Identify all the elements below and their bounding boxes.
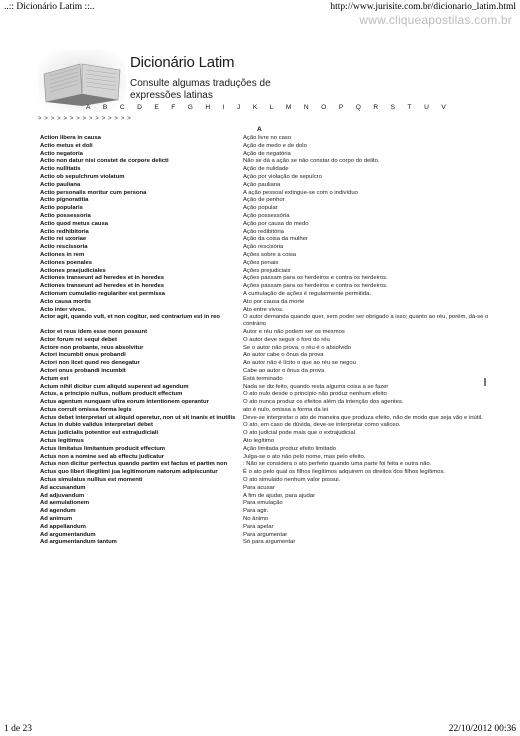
translation: O ato simulado nenhum valor possui. bbox=[243, 477, 341, 484]
translation: Ações passam para os herdeiros e contra os herdeiros. bbox=[243, 275, 388, 282]
table-row bbox=[40, 515, 490, 523]
latin-term: Actus simulatus nullius est momenti bbox=[40, 477, 143, 484]
table-row bbox=[40, 150, 490, 158]
latin-term: Ad argumentandum bbox=[40, 531, 96, 538]
table-row bbox=[40, 189, 490, 197]
translation: Ação por causa do medo bbox=[243, 220, 309, 227]
table-row bbox=[40, 421, 490, 429]
table-row bbox=[40, 157, 490, 165]
table-row bbox=[40, 406, 490, 414]
latin-term: Actor forum rei sequi debet bbox=[40, 336, 117, 343]
latin-term: Actus legitimus bbox=[40, 438, 84, 445]
table-row bbox=[40, 507, 490, 515]
translation: Ao autor não é lícito o que ao réu se negou bbox=[243, 360, 356, 367]
latin-term: Acto causa mortis bbox=[40, 298, 92, 305]
translation: O ato, em caso de dúvida, deve-se interpretar como valioso. bbox=[243, 422, 401, 429]
arrow-strip: > > > > > > > > > > > > > > > bbox=[38, 116, 132, 122]
latin-term: Actio pauliana bbox=[40, 181, 81, 188]
letter-link-a[interactable]: A bbox=[86, 104, 91, 111]
translation: Ação rescisória bbox=[243, 244, 284, 251]
latin-term: Actio ob sepulchrum violatum bbox=[40, 173, 125, 180]
translation: ato é nulo, omissa a forma da lei bbox=[243, 406, 329, 413]
translation: A cumulação de ações é regularmente permitida. bbox=[243, 290, 372, 297]
latin-term: Actor et reus idem esse nonn possunt bbox=[40, 328, 148, 335]
translation: Ação de negatória bbox=[243, 150, 291, 157]
table-row bbox=[40, 290, 490, 298]
table-row bbox=[40, 429, 490, 437]
dictionary-table bbox=[40, 134, 490, 546]
table-row bbox=[40, 298, 490, 306]
latin-term: Actore non probante, reus absolvitur bbox=[40, 344, 144, 351]
translation: Para emulação bbox=[243, 500, 283, 507]
table-row bbox=[40, 351, 490, 359]
translation: Se o autor não prova, o réu é o absolvido bbox=[243, 344, 352, 351]
letter-link-o[interactable]: O bbox=[321, 104, 327, 111]
latin-term: Actio pignoratitia bbox=[40, 197, 89, 204]
scroll-marker bbox=[484, 378, 486, 386]
latin-term: Actio redhibitoria bbox=[40, 228, 89, 235]
translation: Para argumentar bbox=[243, 531, 288, 538]
table-row bbox=[40, 367, 490, 375]
table-row bbox=[40, 523, 490, 531]
latin-term: Ad adjuvandum bbox=[40, 492, 85, 499]
translation: Ação redibitória bbox=[243, 228, 284, 235]
translation: Para agir. bbox=[243, 508, 269, 515]
translation: O autor deve seguir o foro do réu bbox=[243, 336, 330, 343]
alphabet-index bbox=[86, 104, 446, 111]
letter-link-n[interactable]: N bbox=[303, 104, 309, 111]
translation: Para acusar bbox=[243, 484, 275, 491]
table-row bbox=[40, 220, 490, 228]
letter-link-t[interactable]: T bbox=[407, 104, 412, 111]
latin-term: Actio rei uxoriae bbox=[40, 236, 87, 243]
translation: A fim de ajudar, para ajudar bbox=[243, 492, 316, 499]
table-row bbox=[40, 414, 490, 422]
latin-term: Actiones praejudiciales bbox=[40, 267, 106, 274]
table-row bbox=[40, 243, 490, 251]
letter-link-i[interactable]: I bbox=[222, 104, 225, 111]
latin-term: Actori onus probandi incumbit bbox=[40, 367, 126, 374]
letter-link-h[interactable]: H bbox=[205, 104, 211, 111]
letter-link-r[interactable]: R bbox=[373, 104, 379, 111]
table-row bbox=[40, 445, 490, 453]
table-row bbox=[40, 359, 490, 367]
table-row bbox=[40, 484, 490, 492]
latin-term: Ad argumentandum tantum bbox=[40, 539, 117, 546]
latin-term: Actus corruit omissa forma legis bbox=[40, 406, 132, 413]
banner-subtitle: Consulte algumas traduções de expressões latinas bbox=[130, 78, 271, 101]
translation: Só para argumentar bbox=[243, 539, 296, 546]
latin-term: Actio possessoria bbox=[40, 212, 91, 219]
table-row bbox=[40, 142, 490, 150]
latin-term: Actio rescissoria bbox=[40, 244, 88, 251]
latin-term: Ad appellandum bbox=[40, 523, 86, 530]
print-footer bbox=[0, 724, 520, 736]
translation: Ações prejudiciais bbox=[243, 267, 291, 274]
table-row bbox=[40, 531, 490, 539]
table-row bbox=[40, 492, 490, 500]
print-datetime: 22/10/2012 00:36 bbox=[448, 724, 516, 734]
print-header bbox=[0, 0, 520, 14]
translation: Ao autor cabe o ônus da prova bbox=[243, 352, 324, 359]
translation: Está terminado bbox=[243, 375, 283, 382]
latin-term: Actus limitatus limitantum producit effectum bbox=[40, 445, 166, 452]
table-row bbox=[40, 437, 490, 445]
translation: Autor e réu não podem ser os mesmos bbox=[243, 328, 345, 335]
table-row bbox=[40, 336, 490, 344]
translation: Ação de penhor bbox=[243, 197, 285, 204]
translation: O ato nulo desde o princípio não produz nenhum efeito bbox=[243, 391, 387, 398]
latin-term: Actiones in rem bbox=[40, 251, 85, 258]
latin-term: Ad aemulationem bbox=[40, 500, 90, 507]
table-row bbox=[40, 383, 490, 391]
latin-term: Actori non licet quod reo denegatur bbox=[40, 360, 140, 367]
table-row bbox=[40, 313, 490, 328]
table-row bbox=[40, 204, 490, 212]
translation: Não se dá a ação se não constar do corpo do delito. bbox=[243, 158, 380, 165]
translation: A ação pessoal extingue-se com o indivíduo bbox=[243, 189, 358, 196]
translation: Ação da coisa da mulher bbox=[243, 236, 308, 243]
latin-term: Acto inter vivos. bbox=[40, 306, 86, 313]
translation: Ato por causa da morte bbox=[243, 298, 305, 305]
latin-term: Actiones poenales bbox=[40, 259, 93, 266]
letter-link-b[interactable]: B bbox=[102, 104, 108, 111]
letter-link-f[interactable]: F bbox=[171, 104, 176, 111]
print-page-title: ..:: Dicionário Latim ::.. bbox=[4, 2, 95, 12]
table-row bbox=[40, 134, 490, 142]
letter-link-u[interactable]: U bbox=[424, 104, 429, 111]
translation: Ações sobre a coisa bbox=[243, 251, 297, 258]
latin-term: Actio popularis bbox=[40, 205, 83, 212]
translation: É o ato pelo qual os filhos ilegítimos adquirem os direitos dos filhos legítimos. bbox=[243, 469, 446, 476]
translation: O autor demanda quando quer, sem poder ser obrigado a isso; quanto ao réu, porém, dá-se o contrário bbox=[243, 314, 489, 328]
table-row bbox=[40, 282, 490, 290]
table-row bbox=[40, 259, 490, 267]
table-row bbox=[40, 538, 490, 546]
section-heading: A bbox=[257, 126, 262, 133]
latin-term: Actus, a principio nullus, nullum producit effectum bbox=[40, 391, 183, 398]
latin-term: Actus non a nomine sed ab effectu judicatur bbox=[40, 453, 165, 460]
translation: Ato entre vivos. bbox=[243, 306, 284, 313]
table-row bbox=[40, 196, 490, 204]
page-counter: 1 de 23 bbox=[4, 724, 32, 734]
table-row bbox=[40, 375, 490, 383]
table-row bbox=[40, 328, 490, 336]
translation: Nada se diz feito, quando resta alguma coisa a se fazer bbox=[243, 383, 389, 390]
translation: Ato legítimo bbox=[243, 438, 275, 445]
latin-term: Actori incumbit onus probandi bbox=[40, 352, 126, 359]
letter-link-q[interactable]: Q bbox=[355, 104, 361, 111]
latin-term: Actiones transeunt ad heredes et in heredes bbox=[40, 283, 165, 290]
latin-term: Actus quo liberi illegitimi jua legitimorum natorum adipiscuntur bbox=[40, 469, 218, 476]
table-row bbox=[40, 390, 490, 398]
watermark: www.cliqueapostilas.com.br bbox=[359, 13, 512, 27]
letter-link-e[interactable]: E bbox=[154, 104, 159, 111]
translation: Ação popular bbox=[243, 205, 278, 212]
table-row bbox=[40, 228, 490, 236]
translation: Ações passam para os herdeiros e contra os herdeiros. bbox=[243, 283, 388, 290]
translation: O ato judicial pode mais que o extrajudicial bbox=[243, 430, 355, 437]
latin-term: Actus non dicitur perfectus quando partim est factus et partim non bbox=[40, 461, 228, 468]
latin-term: Actio metus et doli bbox=[40, 142, 93, 149]
translation: Ação possessória bbox=[243, 212, 290, 219]
table-row bbox=[40, 460, 490, 468]
translation: Ação de nulidade bbox=[243, 166, 289, 173]
table-row bbox=[40, 235, 490, 243]
letter-link-j[interactable]: J bbox=[237, 104, 241, 111]
translation: Ação limitada produz efeito limitado bbox=[243, 445, 336, 452]
latin-term: Ad animum bbox=[40, 516, 73, 523]
table-row bbox=[40, 251, 490, 259]
latin-term: Actum est bbox=[40, 375, 69, 382]
latin-term: Actus debet interpretari ut aliquid operetur, non ut sit inanis et inutilis bbox=[40, 414, 236, 421]
translation: : Não se considera o ato perfeito quando uma parte foi feita e outra não. bbox=[243, 461, 432, 468]
letter-link-g[interactable]: G bbox=[187, 104, 193, 111]
letter-link-v[interactable]: V bbox=[441, 104, 446, 111]
translation: Para apelar bbox=[243, 523, 274, 530]
table-row bbox=[40, 468, 490, 476]
latin-term: Actus agentum nunquam ultra eorum intentionem operantur bbox=[40, 399, 209, 406]
latin-term: Actus in dubio validus interpretari debet bbox=[40, 422, 153, 429]
letter-link-l[interactable]: L bbox=[269, 104, 274, 111]
table-row bbox=[40, 344, 490, 352]
translation: Cabe ao autor o ônus da prova bbox=[243, 367, 325, 374]
translation: Ação por violação de sepulcro bbox=[243, 173, 322, 180]
table-row bbox=[40, 274, 490, 282]
latin-term: Actiones transeunt ad heredes et in heredes bbox=[40, 275, 165, 282]
translation: Julga-se o ato não pelo nome, mas pelo efeito. bbox=[243, 453, 366, 460]
table-row bbox=[40, 267, 490, 275]
table-row bbox=[40, 476, 490, 484]
table-row bbox=[40, 398, 490, 406]
translation: O ato nunca produz os efeitos além da intenção dos agentes. bbox=[243, 399, 404, 406]
letter-link-p[interactable]: P bbox=[338, 104, 344, 111]
table-row bbox=[40, 453, 490, 461]
latin-term: Actum nihil dicitur cum aliquid superest ad agendum bbox=[40, 383, 189, 390]
translation: Deve-se interpretar o ato de maneira que produza efeito, não de modo que seja vão e inútil. bbox=[243, 414, 483, 421]
translation: Ação de medo e de dolo bbox=[243, 142, 307, 149]
translation: Ações penais bbox=[243, 259, 279, 266]
translation: No ânimo bbox=[243, 516, 269, 523]
latin-term: Actio nullitatis bbox=[40, 166, 81, 173]
table-row bbox=[40, 499, 490, 507]
latin-term: Action libera in causa bbox=[40, 135, 101, 141]
open-book-icon bbox=[38, 50, 126, 112]
banner-title: Dicionário Latim bbox=[130, 54, 235, 71]
translation: Ação pauliana bbox=[243, 181, 281, 188]
table-row bbox=[40, 306, 490, 314]
letter-link-m[interactable]: M bbox=[285, 104, 292, 111]
latin-term: Actio personalis moritur cum persona bbox=[40, 189, 147, 196]
table-row bbox=[40, 165, 490, 173]
table-row bbox=[40, 173, 490, 181]
latin-term: Actus judicialis potentior est extrajudiciali bbox=[40, 430, 159, 437]
latin-term: Actor agit, quando vult, et non cogitur, sed contrarium est in reo bbox=[40, 314, 221, 321]
letter-link-c[interactable]: C bbox=[119, 104, 125, 111]
translation: Ação livre no caso bbox=[243, 135, 292, 141]
latin-term: Ad accusandum bbox=[40, 484, 86, 491]
latin-term: Actio quod metus causa bbox=[40, 220, 109, 227]
latin-term: Ad agendum bbox=[40, 508, 76, 515]
table-row bbox=[40, 212, 490, 220]
table-row bbox=[40, 181, 490, 189]
letter-link-s[interactable]: S bbox=[390, 104, 396, 111]
latin-term: Actio non datur nisi constet de corpore delicti bbox=[40, 158, 169, 165]
print-page-url: http://www.jurisite.com.br/dicionario_latim.html bbox=[330, 2, 516, 12]
letter-link-k[interactable]: K bbox=[252, 104, 258, 111]
letter-link-d[interactable]: D bbox=[137, 104, 142, 111]
latin-term: Actionum cumulatio regulariter est permissa bbox=[40, 290, 166, 297]
latin-term: Actio negatoria bbox=[40, 150, 83, 157]
